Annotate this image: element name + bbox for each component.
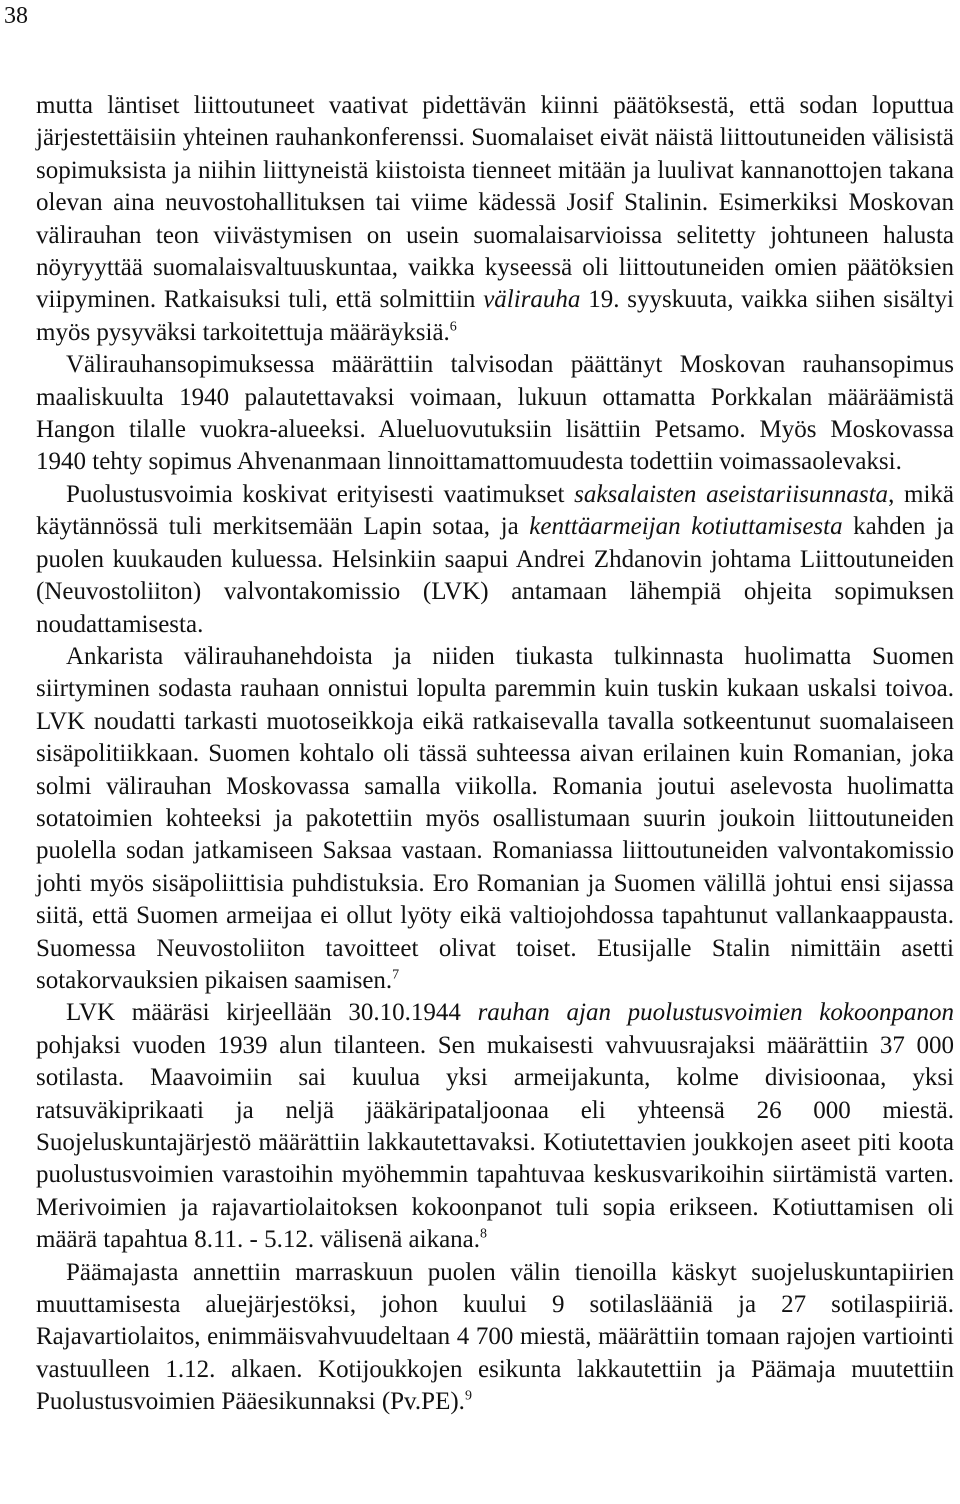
- italic-term: saksalaisten aseistariisunnasta: [574, 480, 889, 508]
- text-run: 19. syyskuuta, vaikka siihen sisältyi myös pysyväksi tarkoitettuja määräyksiä.: [36, 286, 954, 346]
- paragraph-2: [36, 349, 954, 479]
- text-run: kahden ja puolen kuukauden kuluessa. Helsinkiin saapui Andrei Zhdanovin johtama Liittoutuneiden (Neuvostoliiton) valvontakomissio (LVK) antamaan lähempiä ohjeita sopimuksen noudattamisesta.: [36, 513, 955, 638]
- text-run: mutta läntiset liittoutuneet vaativat pidettävän kiinni päätöksestä, että sodan loputtua järjestettäisiin yhteinen rauhankonferenssi. Suomalaiset eivät näistä liittoutuneiden välisistä sopimuksista ja niihin liittyneistä kiistoista tienneet mitään ja luulivat kannanottojen takana olevan aina neuvostohallituksen tai viime kädessä Josif Stalinin. Esimerkiksi Moskovan välirauhan teon viivästymisen on usein suomalaisarvioissa selitetty johtuneen halusta nöyryyttää suomalaisvaltuuskuntaa, vaikka kyseessä oli liittoutuneiden omien päätöksien viipyminen. Ratkaisuksi tuli, että solmittiin: [36, 92, 954, 314]
- footnote-marker: 6: [449, 319, 457, 335]
- italic-term: kenttäarmeijan kotiuttamisesta: [529, 513, 843, 541]
- text-run: pohjaksi vuoden 1939 alun tilanteen. Sen mukaisesti vahvuusrajaksi määrättiin 37 000 sotilasta. Maavoimiin sai kuulua yksi armeijakunta, kolme divisioonaa, yksi ratsuväkiprikaati ja neljä jääkäripataljoonaa eli yhteensä 26 000 miestä. Suojeluskuntajärjestö määrättiin lakkautettavaksi. Kotiutettavien joukkojen aseet piti koota puolustusvoimien varastoihin myöhemmin tapahtuvaa keskusvarikoihin siirtämistä varten. Merivoimien ja rajavartiolaitoksen kokoonpanot tuli sopia erikseen. Kotiuttamisen oli määrä tapahtua 8.11. - 5.12. välisenä aikana.: [36, 1031, 954, 1254]
- footnote-marker: 7: [392, 967, 400, 983]
- text-run: Päämajasta annettiin marraskuun puolen välin tienoilla käskyt suojeluskuntapiirien muuttamisesta aluejärjestöksi, johon kuului 9 sotilaslääniä ja 27 sotilaspiiriä. Rajavartiolaitos, enimmäisvahvuudeltaan 4 700 miestä, määrättiin tomaan rajojen vartiointi vastuulleen 1.12. alkaen. Kotijoukkojen esikunta lakkautettiin ja Päämaja muutettiin Puolustusvoimien Pääesikunnaksi (Pv.PE).: [36, 1258, 954, 1416]
- text-run: LVK määräsi kirjeellään 30.10.1944: [66, 999, 478, 1027]
- body-text: [36, 90, 954, 1419]
- footnote-marker: 9: [464, 1388, 472, 1404]
- paragraph-4: [36, 641, 954, 997]
- page-number: 38: [4, 3, 28, 29]
- italic-term: rauhan ajan puolustusvoimien kokoonpanon: [477, 999, 955, 1027]
- paragraph-5: [36, 997, 954, 1256]
- text-run: Puolustusvoimia koskivat erityisesti vaatimukset: [66, 480, 575, 508]
- text-run: Ankarista välirauhanehdoista ja niiden tiukasta tulkinnasta huolimatta Suomen siirtyminen sodasta rauhaan onnistui lopulta paremmin kuin tuskin kukaan uskalsi toivoa. LVK noudatti tarkasti muotoseikkoja eikä ratkaisevalla tavalla sotkeentunut suomalaiseen sisäpolitiikkaan. Suomen kohtalo oli tässä suhteessa aivan erilainen kuin Romanian, joka solmi välirauhan Moskovassa samalla viikolla. Romania joutui aselevosta huolimatta sotatoimien kohteeksi ja pakotettiin myös osallistumaan suurin joukoin liittoutuneiden puolella sodan jatkamiseen Saksaa vastaan. Romaniassa liittoutuneiden valvontakomissio johti myös sisäpoliittisia puhdistuksia. Ero Romanian ja Suomen välillä johtui ensi sijassa siitä, että Suomen armeijaa ei ollut lyöty eikä valtiojohdossa tapahtunut vallankaappausta. Suomessa Neuvostoliiton tavoitteet olivat toiset. Etusijalle Stalin nimittäin asetti sotakorvauksien pikaisen saamisen.: [36, 642, 954, 994]
- text-run: Välirauhansopimuksessa määrättiin talvisodan päättänyt Moskovan rauhansopimus maaliskuulta 1940 palautettavaksi voimaan, lukuun ottamatta Porkkalan määräämistä Hangon tilalle vuokra-alueeksi. Alueluovutuksiin lisättiin Petsamo. Myös Moskovassa 1940 tehty sopimus Ahvenanmaan linnoittamattomuudesta todettiin voimassaolevaksi.: [36, 351, 954, 476]
- paragraph-1: [36, 90, 954, 349]
- italic-term: välirauha: [483, 286, 581, 314]
- text-run: , mikä käytännössä tuli merkitsemään Lapin sotaa, ja: [36, 480, 954, 541]
- footnote-marker: 8: [480, 1226, 488, 1242]
- paragraph-6: [36, 1257, 954, 1419]
- paragraph-3: [36, 479, 954, 641]
